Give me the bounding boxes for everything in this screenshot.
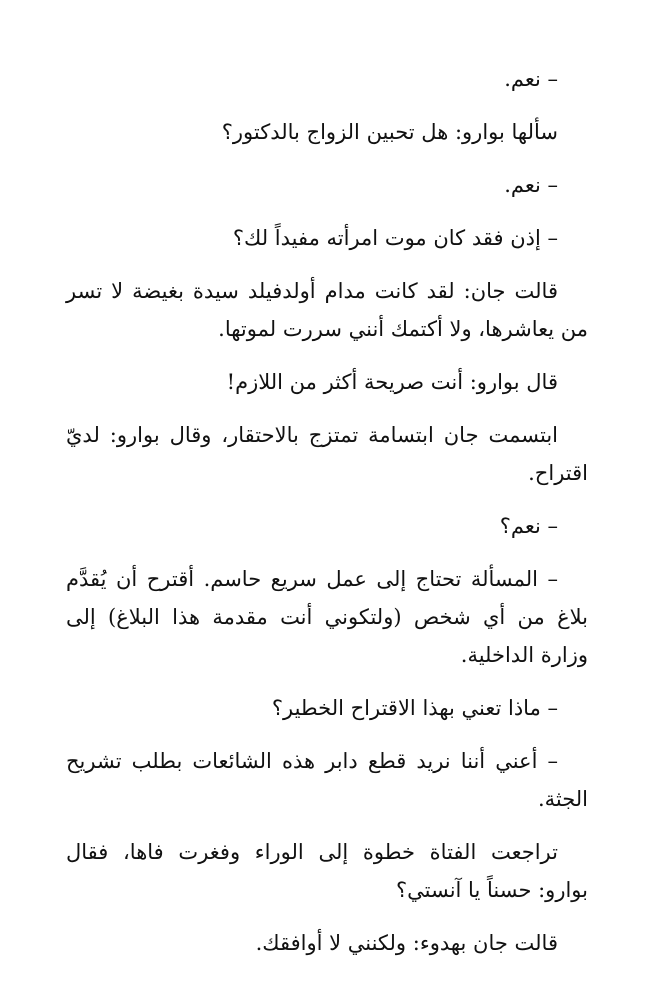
paragraph-4: – إذن فقد كان موت امرأته مفيداً لك؟ — [232, 226, 558, 250]
book-page — [66, 60, 588, 977]
paragraph-6: قال بوارو: أنت صريحة أكثر من اللازم! — [226, 370, 558, 394]
paragraph-10: – ماذا تعني بهذا الاقتراح الخطير؟ — [271, 696, 558, 720]
paragraph-9: – المسألة تحتاج إلى عمل سريع حاسم. أقترح أن يُقدَّم بلاغ من أي شخص (ولتكوني أنت مقدمة هذا البلاغ) إلى وزارة الداخلية. — [66, 567, 588, 667]
paragraph-3: – نعم. — [504, 173, 558, 197]
paragraph-11: – أعني أننا نريد قطع دابر هذه الشائعات بطلب تشريح الجثة. — [66, 749, 588, 811]
paragraph-13: قالت جان بهدوء: ولكنني لا أوافقك. — [255, 931, 558, 955]
paragraph-2: سألها بوارو: هل تحبين الزواج بالدكتور؟ — [221, 120, 558, 144]
paragraph-12: تراجعت الفتاة خطوة إلى الوراء وفغرت فاها، فقال بوارو: حسناً يا آنستي؟ — [66, 840, 588, 902]
paragraph-8: – نعم؟ — [499, 514, 558, 538]
paragraph-7: ابتسمت جان ابتسامة تمتزج بالاحتقار، وقال بوارو: لديّ اقتراح. — [66, 423, 588, 485]
paragraph-1: – نعم. — [504, 67, 558, 91]
paragraph-5: قالت جان: لقد كانت مدام أولدفيلد سيدة بغيضة لا تسر من يعاشرها، ولا أكتمك أنني سررت لموتها. — [66, 279, 588, 341]
